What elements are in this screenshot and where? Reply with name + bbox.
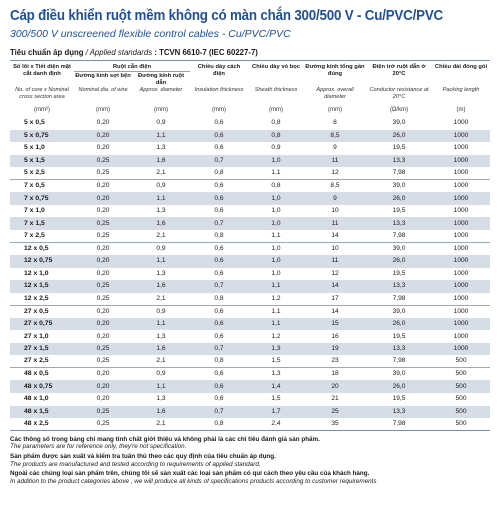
- cell-wire-dia: 0,20: [74, 192, 132, 205]
- cell-wire-dia: 0,25: [74, 217, 132, 230]
- cell-resistance: 13,3: [366, 217, 432, 230]
- cell-size: 27 x 0,75: [10, 318, 74, 331]
- header-approx-dia-vi: Đường kính ruột dẫn: [138, 73, 184, 86]
- cell-wire-dia: 0,25: [96, 294, 110, 302]
- cell-wire-dia: 0,20: [74, 180, 132, 193]
- cell-resistance: 19,5: [392, 144, 406, 152]
- cell-insulation: 0,7: [190, 343, 248, 356]
- cell-size: 48 x 1,5: [10, 406, 74, 419]
- cell-size: 7 x 1,0: [24, 207, 45, 215]
- table-row: [10, 343, 490, 356]
- cell-resistance: 19,5: [392, 332, 406, 340]
- cell-overall-dia: 18: [304, 368, 366, 381]
- cell-resistance: 26,0: [366, 255, 432, 268]
- cell-wire-dia: 0,25: [96, 169, 110, 177]
- cell-insulation: 0,8: [214, 294, 224, 302]
- unit-cell: (mm): [96, 107, 110, 113]
- cell-packing: 500: [455, 357, 467, 365]
- cell-overall-dia: 12: [331, 269, 339, 277]
- header-insulation-en: Insulation thickness: [194, 87, 244, 93]
- unit-cell: (Ω/km): [389, 107, 409, 113]
- cell-resistance: 39,0: [366, 305, 432, 318]
- header-size-vi: Số lõi x Tiết diện mặt cắt danh định: [13, 64, 71, 77]
- table-row: [10, 155, 490, 168]
- cell-overall-dia: 17: [331, 294, 339, 302]
- cell-approx-dia: 1,1: [132, 380, 190, 393]
- cell-sheath: 1,0: [248, 155, 304, 168]
- cell-packing: 1000: [432, 280, 490, 293]
- cell-packing: 1000: [432, 305, 490, 318]
- cell-insulation: 0,6: [190, 180, 248, 193]
- cell-wire-dia: 0,25: [74, 343, 132, 356]
- header-size-en: No. of core x Nominal cross section area: [15, 87, 69, 100]
- cell-packing: 1000: [432, 255, 490, 268]
- cell-resistance: 26,0: [366, 192, 432, 205]
- cell-size: 12 x 0,75: [10, 255, 74, 268]
- cell-wire-dia: 0,25: [74, 155, 132, 168]
- cell-overall-dia: 8: [333, 119, 337, 127]
- note-1-en: The parameters are for reference only, they're not specification.: [10, 443, 187, 451]
- note-3: [10, 470, 490, 485]
- cell-sheath: 0,9: [271, 144, 281, 152]
- cell-approx-dia: 1,6: [132, 406, 190, 419]
- cell-insulation: 0,8: [214, 357, 224, 365]
- cell-insulation: 0,6: [214, 207, 224, 215]
- cell-approx-dia: 2,1: [156, 294, 166, 302]
- cell-sheath: 0,8: [271, 119, 281, 127]
- cell-wire-dia: 0,20: [74, 305, 132, 318]
- cell-overall-dia: 14: [331, 231, 339, 239]
- cell-size: 5 x 2,5: [24, 169, 45, 177]
- cell-sheath: 1,0: [248, 255, 304, 268]
- cell-size: 48 x 2,5: [10, 418, 74, 431]
- cell-sheath: 1,0: [271, 269, 281, 277]
- cell-wire-dia: 0,25: [96, 231, 110, 239]
- cell-overall-dia: 23: [331, 357, 339, 365]
- cell-overall-dia: 8,5: [304, 180, 366, 193]
- header-wire-dia-vi: Đường kính sợi bện: [75, 73, 131, 79]
- note-2-en: The products are manufactured and tested according to requirements of applied standard.: [10, 460, 261, 468]
- cell-resistance: 26,0: [366, 380, 432, 393]
- cell-approx-dia: 1,3: [156, 269, 166, 277]
- cell-resistance: 13,3: [366, 406, 432, 419]
- cell-approx-dia: 1,1: [132, 130, 190, 143]
- standard-label-en: / Applied standards: [85, 48, 153, 57]
- cell-sheath: 0,8: [248, 130, 304, 143]
- cell-size: 5 x 1,0: [24, 144, 45, 152]
- cell-packing: 1000: [432, 192, 490, 205]
- cell-sheath: 1,1: [248, 318, 304, 331]
- cell-sheath: 1,0: [248, 192, 304, 205]
- cell-resistance: 39,0: [366, 180, 432, 193]
- table-row: [10, 117, 490, 130]
- note-3-vi: Ngoài các chủng loại sản phẩm trên, chúng tôi sẽ sản xuất các loại sản phẩm có quí cách theo yêu cầu của khách hàng.: [10, 470, 370, 478]
- cell-size: 7 x 0,75: [10, 192, 74, 205]
- header-resistance-vi: Điện trở ruột dẫn ở 20°C: [372, 64, 426, 77]
- cell-overall-dia: 11: [304, 255, 366, 268]
- cell-sheath: 1,1: [271, 231, 281, 239]
- table-row: [10, 130, 490, 143]
- cell-sheath: 1,7: [248, 406, 304, 419]
- cell-packing: 500: [432, 368, 490, 381]
- table-row: [10, 368, 490, 381]
- cell-packing: 1000: [453, 169, 469, 177]
- cell-sheath: 1,3: [248, 343, 304, 356]
- cell-insulation: 0,6: [190, 380, 248, 393]
- cell-packing: 1000: [453, 231, 469, 239]
- cell-insulation: 0,6: [190, 255, 248, 268]
- cell-resistance: 7,98: [392, 169, 406, 177]
- table-row: [10, 167, 490, 180]
- cell-overall-dia: 21: [331, 395, 339, 403]
- cell-approx-dia: 1,1: [132, 192, 190, 205]
- cell-approx-dia: 1,1: [132, 255, 190, 268]
- cell-insulation: 0,6: [190, 305, 248, 318]
- cell-overall-dia: 14: [304, 280, 366, 293]
- cell-overall-dia: 14: [304, 305, 366, 318]
- cell-approx-dia: 1,3: [156, 395, 166, 403]
- cell-sheath: 1,4: [248, 380, 304, 393]
- cell-packing: 1000: [453, 207, 469, 215]
- footnotes: [10, 436, 490, 485]
- table-row: [10, 205, 490, 218]
- header-sheath-vi: Chiều dày vỏ bọc: [252, 64, 301, 70]
- cell-insulation: 0,7: [190, 217, 248, 230]
- table-row: [10, 280, 490, 293]
- cell-insulation: 0,8: [214, 231, 224, 239]
- cell-wire-dia: 0,20: [74, 318, 132, 331]
- cell-overall-dia: 35: [304, 418, 366, 431]
- cell-insulation: 0,6: [214, 332, 224, 340]
- cell-packing: 1000: [453, 144, 469, 152]
- cell-size: 7 x 2,5: [24, 231, 45, 239]
- header-conductor-vi: Ruột cẫn điện: [74, 61, 190, 72]
- title-vietnamese: Cáp điều khiển ruột mềm không có màn chắn 300/500 V - Cu/PVC/PVC: [10, 8, 444, 24]
- cell-overall-dia: 9: [304, 192, 366, 205]
- table-header: [10, 61, 490, 118]
- cell-approx-dia: 0,9: [132, 305, 190, 318]
- cell-size: 12 x 2,5: [24, 294, 49, 302]
- cell-size: 48 x 0,75: [10, 380, 74, 393]
- cell-approx-dia: 1,6: [132, 343, 190, 356]
- cell-insulation: 0,6: [190, 192, 248, 205]
- table-row: [10, 305, 490, 318]
- cell-insulation: 0,6: [190, 242, 248, 255]
- cell-approx-dia: 0,9: [132, 180, 190, 193]
- cell-overall-dia: 9: [333, 144, 337, 152]
- cell-wire-dia: 0,20: [74, 242, 132, 255]
- applied-standard: [10, 48, 490, 59]
- cell-overall-dia: 20: [304, 380, 366, 393]
- cell-packing: 1000: [453, 294, 469, 302]
- table-row: [10, 242, 490, 255]
- cell-packing: 1000: [432, 242, 490, 255]
- cell-approx-dia: 1,6: [132, 155, 190, 168]
- table-row: [10, 330, 490, 343]
- cell-packing: 1000: [432, 343, 490, 356]
- cell-resistance: 7,98: [366, 418, 432, 431]
- cell-approx-dia: 1,1: [132, 318, 190, 331]
- table-row: [10, 230, 490, 243]
- cell-size: 7 x 0,5: [10, 180, 74, 193]
- table-body: [10, 117, 490, 431]
- cell-sheath: 1,5: [271, 395, 281, 403]
- cell-resistance: 19,5: [392, 207, 406, 215]
- cell-insulation: 0,8: [214, 169, 224, 177]
- cell-packing: 1000: [453, 269, 469, 277]
- cell-overall-dia: 16: [331, 332, 339, 340]
- cell-wire-dia: 0,25: [74, 418, 132, 431]
- cell-approx-dia: 2,1: [156, 231, 166, 239]
- cell-size: 12 x 0,5: [10, 242, 74, 255]
- cell-insulation: 0,6: [190, 130, 248, 143]
- standard-code: : TCVN 6610-7 (IEC 60227-7): [154, 48, 258, 57]
- units-row: [10, 103, 490, 117]
- cell-resistance: 39,0: [366, 368, 432, 381]
- cell-resistance: 19,5: [392, 395, 406, 403]
- cell-wire-dia: 0,20: [74, 380, 132, 393]
- header-overall-en: Approx. overall diameter: [316, 87, 354, 100]
- cell-approx-dia: 0,9: [132, 242, 190, 255]
- cell-wire-dia: 0,20: [96, 269, 110, 277]
- note-2: [10, 453, 490, 468]
- table-row: [10, 393, 490, 406]
- cell-packing: 500: [432, 406, 490, 419]
- note-3-en: In addition to the product categories above , we will produce all kinds of specifications products according to customer requirements: [10, 477, 377, 485]
- cell-wire-dia: 0,25: [96, 357, 110, 365]
- cell-wire-dia: 0,20: [96, 119, 110, 127]
- table-row: [10, 268, 490, 281]
- cell-overall-dia: 25: [304, 406, 366, 419]
- table-row: [10, 217, 490, 230]
- cell-insulation: 0,6: [190, 318, 248, 331]
- cell-overall-dia: 12: [331, 169, 339, 177]
- cell-packing: 500: [455, 395, 467, 403]
- cell-resistance: 7,98: [392, 294, 406, 302]
- cell-packing: 1000: [453, 332, 469, 340]
- cell-size: 27 x 1,5: [10, 343, 74, 356]
- unit-cell: (m): [456, 107, 466, 113]
- cell-overall-dia: 8,5: [304, 130, 366, 143]
- unit-cell: (mm): [328, 107, 343, 113]
- note-1: [10, 436, 490, 451]
- cell-wire-dia: 0,20: [96, 395, 110, 403]
- cell-approx-dia: 2,1: [156, 357, 166, 365]
- cell-resistance: 13,3: [366, 155, 432, 168]
- header-approx-dia-en: Approx. diameter: [139, 87, 183, 93]
- cell-size: 12 x 1,5: [10, 280, 74, 293]
- header-resistance-en: Conductor resistance at 20°C: [369, 87, 429, 100]
- cell-resistance: 39,0: [366, 242, 432, 255]
- unit-cell: (mm): [269, 107, 284, 113]
- cell-sheath: 2,4: [248, 418, 304, 431]
- cell-sheath: 1,0: [248, 242, 304, 255]
- table-row: [10, 293, 490, 306]
- cell-size: 7 x 1,5: [10, 217, 74, 230]
- cell-size: 5 x 0,75: [10, 130, 74, 143]
- cell-size: 12 x 1,0: [24, 269, 49, 277]
- cell-overall-dia: 19: [304, 343, 366, 356]
- table-row: [10, 180, 490, 193]
- cell-resistance: 13,3: [366, 343, 432, 356]
- cell-wire-dia: 0,20: [96, 144, 110, 152]
- header-wire-dia-en: Nominal dia. of wire: [78, 87, 128, 93]
- cell-resistance: 19,5: [392, 269, 406, 277]
- cell-overall-dia: 15: [304, 318, 366, 331]
- cell-insulation: 0,7: [190, 280, 248, 293]
- title-english: 300/500 V unscreened flexible control cables - Cu/PVC/PVC: [10, 28, 291, 40]
- cell-wire-dia: 0,20: [74, 130, 132, 143]
- cell-resistance: 26,0: [366, 130, 432, 143]
- cell-packing: 1000: [432, 130, 490, 143]
- cell-size: 27 x 2,5: [24, 357, 49, 365]
- cell-insulation: 0,8: [190, 418, 248, 431]
- cell-wire-dia: 0,20: [74, 368, 132, 381]
- header-conductor-en-group: [74, 87, 190, 103]
- cell-approx-dia: 2,1: [156, 169, 166, 177]
- cell-sheath: 1,1: [248, 305, 304, 318]
- unit-cell: (mm): [212, 107, 227, 113]
- cell-packing: 1000: [453, 119, 469, 127]
- cell-approx-dia: 0,9: [132, 368, 190, 381]
- cell-resistance: 7,98: [392, 231, 406, 239]
- cell-sheath: 1,3: [248, 368, 304, 381]
- header-packing-vi: Chiều dài đóng gói: [434, 64, 488, 70]
- cell-resistance: 39,0: [392, 119, 406, 127]
- cell-sheath: 0,8: [248, 180, 304, 193]
- cell-size: 5 x 1,5: [10, 155, 74, 168]
- note-1-vi: Các thông số trong bảng chỉ mang tính chất giới thiệu và không phải là các chỉ tiêu đánh giá sản phẩm.: [10, 436, 320, 444]
- cell-approx-dia: 1,6: [132, 280, 190, 293]
- cell-insulation: 0,6: [214, 144, 224, 152]
- header-sheath-en: Sheath thickness: [254, 87, 298, 93]
- table-row: [10, 418, 490, 431]
- cell-size: 48 x 0,5: [10, 368, 74, 381]
- cell-insulation: 0,6: [214, 119, 224, 127]
- unit-cell: (mm): [154, 107, 168, 113]
- table-row: [10, 255, 490, 268]
- spec-table: [10, 60, 490, 431]
- cell-approx-dia: 1,3: [156, 144, 166, 152]
- cell-wire-dia: 0,25: [74, 280, 132, 293]
- cell-resistance: 7,98: [392, 357, 406, 365]
- cell-size: 27 x 0,5: [10, 305, 74, 318]
- cell-resistance: 13,3: [366, 280, 432, 293]
- cell-packing: 500: [432, 418, 490, 431]
- cell-sheath: 1,5: [271, 357, 281, 365]
- cell-size: 27 x 1,0: [24, 332, 49, 340]
- cell-sheath: 1,1: [271, 169, 281, 177]
- cell-approx-dia: 1,3: [156, 207, 166, 215]
- cell-insulation: 0,7: [190, 406, 248, 419]
- cell-approx-dia: 1,3: [156, 332, 166, 340]
- cell-insulation: 0,6: [214, 395, 224, 403]
- header-insulation-vi: Chiều dày cách điện: [197, 64, 241, 77]
- standard-label-vi: Tiêu chuẩn áp dụng: [10, 48, 84, 57]
- cell-wire-dia: 0,20: [96, 207, 110, 215]
- cell-packing: 1000: [432, 155, 490, 168]
- unit-cell: (mm²): [34, 107, 50, 113]
- cell-insulation: 0,7: [190, 155, 248, 168]
- table-row: [10, 142, 490, 155]
- cell-overall-dia: 10: [331, 207, 339, 215]
- cell-resistance: 26,0: [366, 318, 432, 331]
- table-row: [10, 192, 490, 205]
- cell-sheath: 1,0: [248, 217, 304, 230]
- cell-overall-dia: 11: [304, 155, 366, 168]
- cell-size: 48 x 1,0: [24, 395, 49, 403]
- cell-wire-dia: 0,25: [74, 406, 132, 419]
- cell-sheath: 1,1: [248, 280, 304, 293]
- cell-packing: 1000: [432, 318, 490, 331]
- cell-wire-dia: 0,20: [74, 255, 132, 268]
- header-packing-en: Packing length: [442, 87, 480, 93]
- cell-overall-dia: 11: [304, 217, 366, 230]
- cell-approx-dia: 0,9: [156, 119, 166, 127]
- cell-wire-dia: 0,20: [96, 332, 110, 340]
- note-2-vi: Sản phẩm được sản xuất và kiểm tra tuân thủ theo các quy định của tiêu chuẩn áp dụng.: [10, 453, 276, 461]
- cell-packing: 500: [432, 380, 490, 393]
- table-row: [10, 318, 490, 331]
- table-row: [10, 380, 490, 393]
- table-row: [10, 355, 490, 368]
- table-row: [10, 406, 490, 419]
- cell-sheath: 1,2: [271, 294, 281, 302]
- cell-insulation: 0,6: [190, 368, 248, 381]
- cell-size: 5 x 0,5: [24, 119, 45, 127]
- cell-packing: 1000: [432, 217, 490, 230]
- cell-approx-dia: 1,6: [132, 217, 190, 230]
- cell-insulation: 0,6: [214, 269, 224, 277]
- header-overall-vi: Đường kính tổng gần đúng: [305, 64, 365, 77]
- cell-sheath: 1,0: [271, 207, 281, 215]
- cell-approx-dia: 2,1: [132, 418, 190, 431]
- cell-overall-dia: 10: [304, 242, 366, 255]
- cell-packing: 1000: [432, 180, 490, 193]
- cell-sheath: 1,2: [271, 332, 281, 340]
